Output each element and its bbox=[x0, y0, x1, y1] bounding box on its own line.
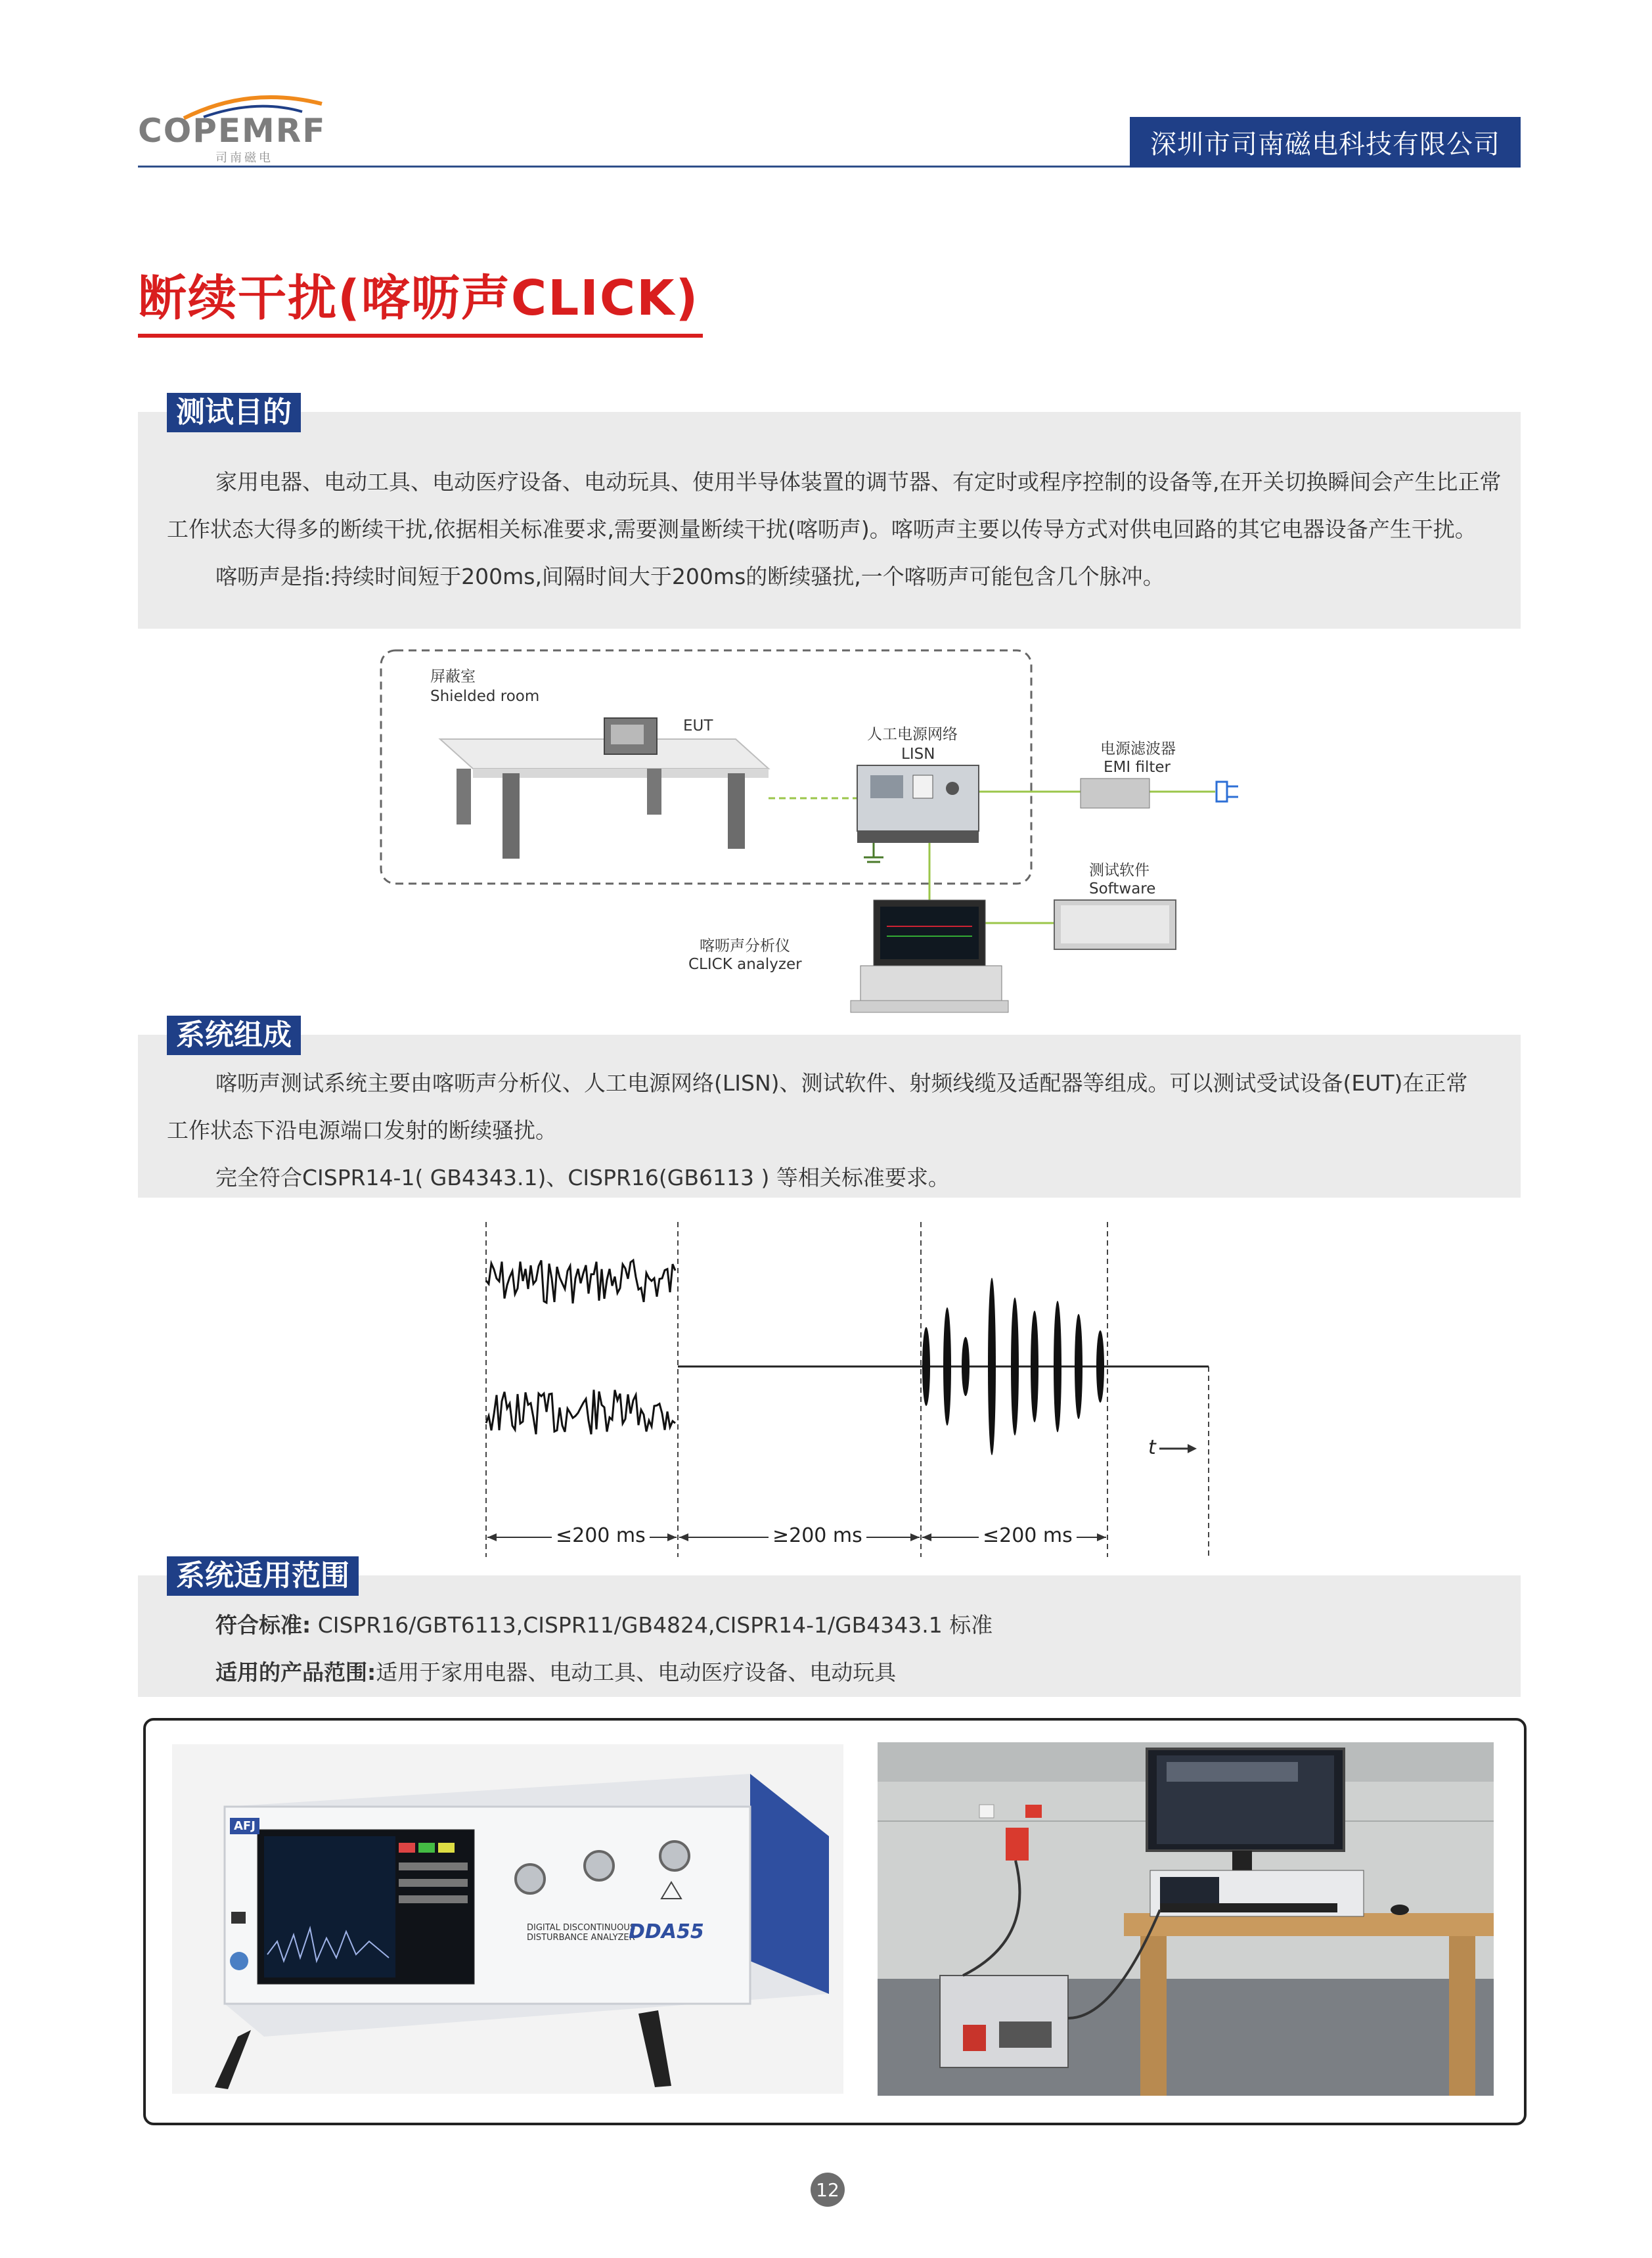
company-logo bbox=[138, 92, 355, 164]
composition-heading: 系统组成 bbox=[167, 1016, 301, 1055]
shielded-room-label-cn: 屏蔽室 bbox=[430, 668, 476, 685]
scope-products-line bbox=[215, 1649, 896, 1696]
click-burst-3 bbox=[962, 1337, 970, 1396]
time-axis-label: t bbox=[1148, 1436, 1156, 1459]
click-analyzer-device-photo bbox=[172, 1744, 843, 2094]
purpose-line-2: 工作状态大得多的断续干扰,依据相关标准要求,需要测量断续干扰(喀呖声)。喀呖声主要以传导方式对供电回路的其它电器设备产生干扰。 bbox=[167, 516, 1477, 542]
shielded-room-label-en: Shielded room bbox=[430, 688, 540, 705]
click-analyzer-label-en: CLICK analyzer bbox=[688, 956, 802, 973]
click-burst-7 bbox=[1054, 1301, 1061, 1432]
click-waveform-diagram bbox=[480, 1222, 1215, 1564]
test-bench-photo bbox=[878, 1742, 1494, 2096]
page-number: 12 bbox=[811, 2173, 845, 2207]
click-burst-4 bbox=[988, 1278, 996, 1455]
scope-heading: 系统适用范围 bbox=[167, 1556, 359, 1596]
page-title: 断续干扰(喀呖声CLICK) bbox=[138, 270, 700, 327]
device-caption-line-1: DIGITAL DISCONTINUOUS bbox=[527, 1923, 636, 1933]
company-name-banner: 深圳市司南磁电科技有限公司 bbox=[1130, 117, 1521, 168]
composition-line-3: 完全符合CISPR14-1( GB4343.1)、CISPR16(GB6113 ) 等相关标准要求。 bbox=[215, 1165, 950, 1190]
device-brand-badge: AFJ bbox=[230, 1818, 259, 1834]
standards-value: CISPR16/GBT6113,CISPR11/GB4824,CISPR14-1/GB4343.1 标准 bbox=[311, 1612, 993, 1638]
click-burst-6 bbox=[1031, 1311, 1038, 1422]
emi-filter-label-cn: 电源滤波器 bbox=[1100, 740, 1176, 757]
purpose-line-3: 喀呖声是指:持续时间短于200ms,间隔时间大于200ms的断续骚扰,一个喀呖声可能包含几个脉冲。 bbox=[215, 564, 1165, 589]
standards-label: 符合标准: bbox=[215, 1612, 311, 1638]
device-caption-line-2: DISTURBANCE ANALYZER bbox=[527, 1933, 635, 1943]
lisn-label-en: LISN bbox=[901, 746, 935, 763]
emi-filter-label-en: EMI filter bbox=[1104, 759, 1171, 776]
scope-standards-line bbox=[215, 1602, 993, 1649]
click-burst-5 bbox=[1011, 1298, 1019, 1435]
eut-label: EUT bbox=[683, 717, 713, 734]
interval-duration-label: ≥200 ms bbox=[769, 1524, 866, 1547]
click-burst-1 bbox=[922, 1327, 930, 1406]
test-setup-diagram bbox=[368, 647, 1245, 1015]
lisn-label-cn: 人工电源网络 bbox=[867, 726, 958, 743]
composition-line-1: 喀呖声测试系统主要由喀呖声分析仪、人工电源网络(LISN)、测试软件、射频线缆及适配器等组成。可以测试受试设备(EUT)在正常 bbox=[215, 1070, 1468, 1096]
logo-wordmark: COPEMRF bbox=[138, 112, 326, 150]
purpose-heading: 测试目的 bbox=[167, 393, 301, 432]
click-burst-9 bbox=[1096, 1330, 1104, 1403]
software-label-en: Software bbox=[1089, 880, 1156, 897]
device-caption bbox=[527, 1923, 635, 1943]
products-label: 适用的产品范围: bbox=[215, 1660, 376, 1685]
device-model-label: DDA55 bbox=[629, 1920, 704, 1943]
click-analyzer-label-cn: 喀呖声分析仪 bbox=[700, 937, 790, 955]
purpose-line-1: 家用电器、电动工具、电动医疗设备、电动玩具、使用半导体装置的调节器、有定时或程序控制的设备等,在开关切换瞬间会产生比正常 bbox=[215, 469, 1502, 495]
pulse-duration-label: ≤200 ms bbox=[552, 1524, 650, 1547]
logo-subtitle: 司南磁电 bbox=[215, 151, 273, 165]
software-label-cn: 测试软件 bbox=[1089, 862, 1150, 879]
second-pulse-duration-label: ≤200 ms bbox=[979, 1524, 1077, 1547]
composition-line-2: 工作状态下沿电源端口发射的断续骚扰。 bbox=[167, 1118, 557, 1143]
click-burst-2 bbox=[943, 1307, 951, 1426]
products-value: 适用于家用电器、电动工具、电动医疗设备、电动玩具 bbox=[376, 1660, 897, 1685]
title-underline bbox=[138, 334, 703, 338]
click-burst-8 bbox=[1075, 1314, 1083, 1419]
